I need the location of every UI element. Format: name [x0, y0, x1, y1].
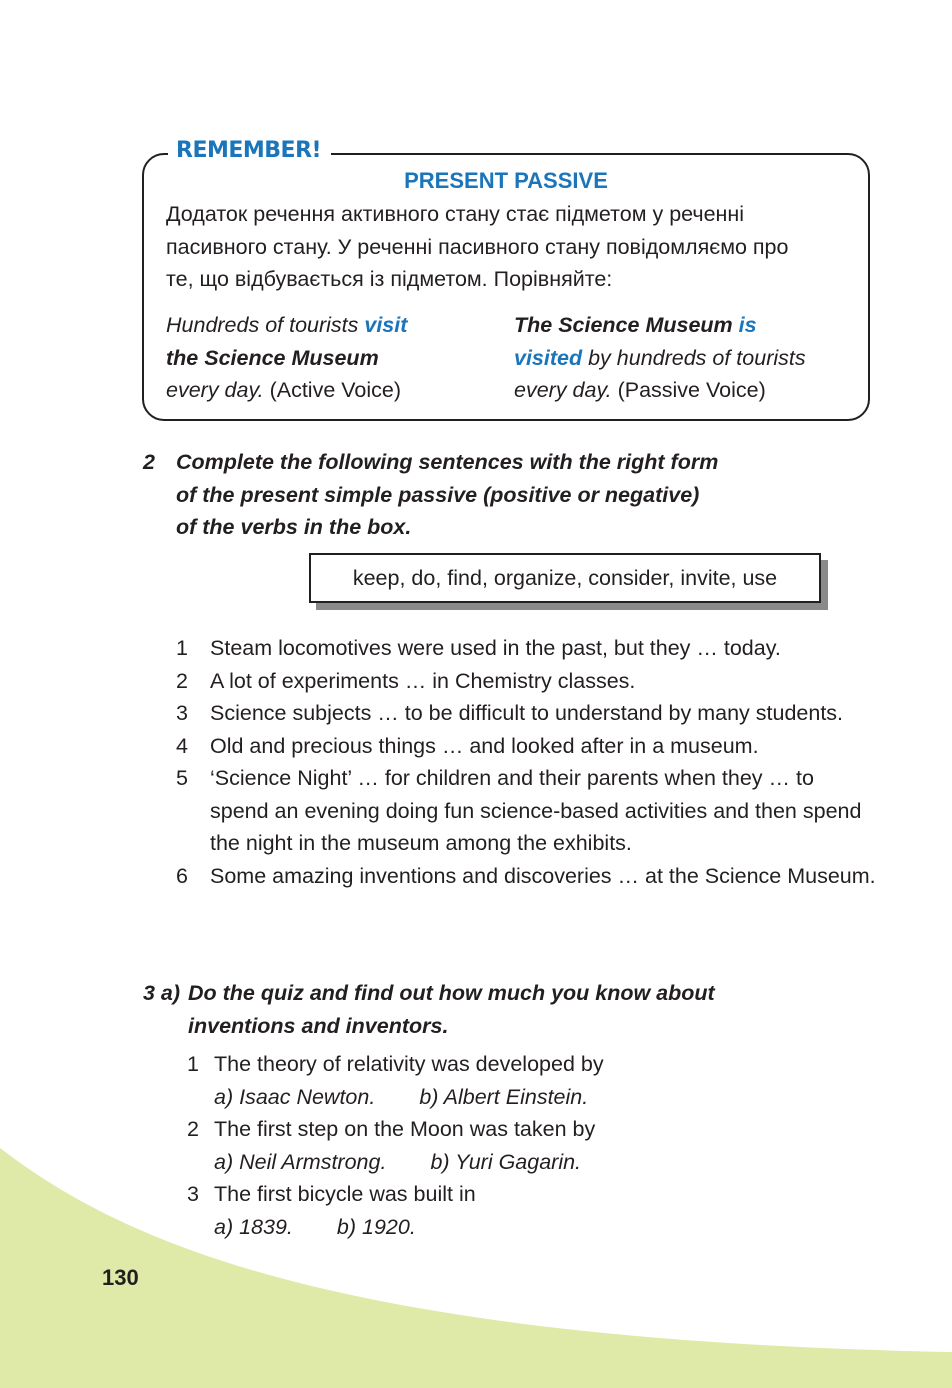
passive-verb-participle: visited [514, 345, 583, 370]
page-number: 130 [102, 1265, 139, 1290]
item-number: 5 [176, 766, 188, 790]
explanation-line: те, що відбувається із підметом. Порівняйте: [166, 267, 613, 291]
option-a: a) 1839. [214, 1214, 293, 1239]
question-number: 2 [187, 1117, 199, 1141]
grammar-title: PRESENT PASSIVE [404, 168, 608, 193]
list-item [176, 632, 876, 665]
instruction-line: of the present simple passive (positive or negative) [176, 482, 700, 507]
question-text: The theory of relativity was developed by [214, 1052, 604, 1076]
active-subject: Hundreds of tourists [166, 313, 365, 337]
exercise-2-number: 2 [143, 450, 155, 474]
answer-options [214, 1081, 787, 1114]
active-verb: visit [364, 313, 408, 337]
item-text: Some amazing inventions and discoveries … at the Science Museum. [210, 863, 876, 888]
passive-time: every day. [514, 378, 612, 402]
active-voice-label: (Active Voice) [263, 378, 402, 402]
list-item [176, 730, 876, 763]
answer-options [214, 1146, 787, 1179]
explanation-line: пасивного стану. У реченні пасивного стану повідомляємо про [166, 234, 789, 259]
exercise-2-instruction [176, 446, 816, 544]
passive-voice-label: (Passive Voice) [611, 378, 766, 402]
item-text: Old and precious things … and looked after in a museum. [210, 733, 759, 758]
list-item [176, 762, 876, 860]
option-a: a) Neil Armstrong. [214, 1149, 387, 1174]
question-text: The first bicycle was built in [214, 1182, 476, 1206]
question-number: 1 [187, 1052, 199, 1076]
question-text: The first step on the Moon was taken by [214, 1117, 596, 1141]
explanation-line: Додаток речення активного стану стає підметом у реченні [166, 202, 745, 226]
list-item [176, 697, 876, 730]
option-b: b) Yuri Gagarin. [430, 1149, 582, 1174]
item-text: ‘Science Night’ … for children and their parents when they … to spend an evening doing fun science-based activities and then spend the night in the museum among the exhibits. [210, 766, 862, 855]
quiz-question [187, 1113, 787, 1178]
item-number: 6 [176, 863, 188, 888]
quiz-list [187, 1048, 787, 1243]
instruction-line: inventions and inventors. [188, 1013, 449, 1038]
active-object: the Science Museum [166, 345, 379, 370]
question-number: 3 [187, 1182, 199, 1206]
passive-voice-example [514, 309, 864, 407]
item-text: Steam locomotives were used in the past, but they … today. [210, 636, 781, 660]
option-b: b) 1920. [336, 1214, 416, 1239]
quiz-question [187, 1048, 787, 1113]
list-item [176, 665, 876, 698]
item-number: 1 [176, 636, 188, 660]
instruction-line: Do the quiz and find out how much you know about [188, 981, 715, 1005]
item-text: Science subjects … to be difficult to understand by many students. [210, 701, 844, 725]
answer-options [214, 1211, 787, 1244]
quiz-question [187, 1178, 787, 1243]
passive-verb-aux: is [738, 313, 757, 337]
item-number: 4 [176, 733, 188, 758]
verb-box: keep, do, find, organize, consider, invite, use [309, 553, 821, 603]
instruction-line: Complete the following sentences with the right form [176, 450, 719, 474]
active-voice-example [166, 309, 496, 407]
exercise-3-number: 3 a) [143, 981, 181, 1005]
option-b: b) Albert Einstein. [419, 1084, 589, 1109]
grammar-explanation [166, 198, 866, 296]
item-text: A lot of experiments … in Chemistry classes. [210, 668, 636, 693]
active-time: every day. [166, 378, 264, 402]
passive-agent: by hundreds of tourists [582, 345, 806, 370]
item-number: 2 [176, 668, 188, 693]
list-item [176, 860, 876, 893]
passive-subject: The Science Museum [514, 313, 739, 337]
option-a: a) Isaac Newton. [214, 1084, 376, 1109]
instruction-line: of the verbs in the box. [176, 515, 412, 539]
exercise-2-list [176, 632, 876, 892]
exercise-3-instruction [188, 977, 808, 1042]
item-number: 3 [176, 701, 188, 725]
remember-label: REMEMBER! [168, 138, 331, 163]
